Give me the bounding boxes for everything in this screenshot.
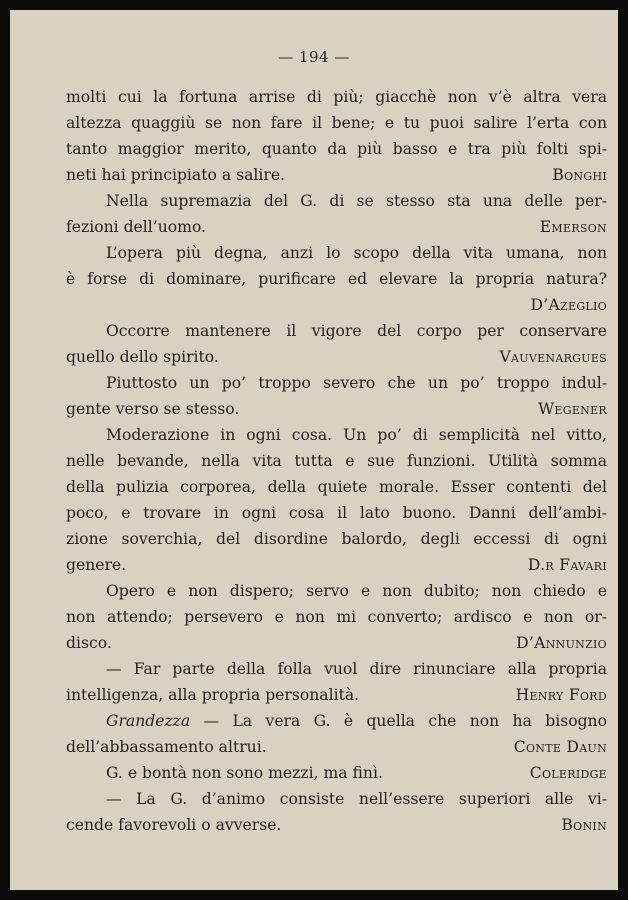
text-line: molti cui la fortuna arrise di più; giacchè non v’è altra vera bbox=[66, 88, 607, 106]
text-line: nelle bevande, nella vita tutta e sue funzioni. Utilità somma bbox=[66, 452, 607, 470]
text-line-content: fezioni dell’uomo. bbox=[66, 218, 207, 236]
text-line-content: quello dello spirito. bbox=[66, 348, 219, 366]
text-line bbox=[66, 396, 607, 422]
text-line-content: disco. bbox=[66, 634, 112, 652]
text-line-content: neti hai principiato a salire. bbox=[66, 166, 285, 184]
text-line bbox=[66, 682, 607, 708]
text-line: altezza quaggiù se non fare il bene; e tu puoi salire l’erta con bbox=[66, 114, 607, 132]
book-page bbox=[10, 10, 618, 890]
author-bonin: Bonin bbox=[561, 816, 607, 834]
text-line bbox=[66, 162, 607, 188]
heading-grandezza: Grandezza bbox=[106, 712, 191, 730]
text-line bbox=[66, 214, 607, 240]
text-line-content: genere. bbox=[66, 556, 127, 574]
text-line: della pulizia corporea, della quiete morale. Esser contenti del bbox=[66, 478, 607, 496]
text-line: è forse di dominare, purificare ed elevare la propria natura? bbox=[66, 270, 607, 288]
text-line bbox=[66, 344, 607, 370]
page-number: — 194 — bbox=[278, 48, 350, 66]
text-line-content: — La vera G. è quella che non ha bisogno bbox=[190, 712, 607, 730]
author-wegener: Wegener bbox=[538, 400, 607, 418]
author-coleridge: Coleridge bbox=[529, 764, 607, 782]
text-line: non attendo; persevero e non mi converto; ardisco e non or- bbox=[66, 608, 607, 626]
text-line: Piuttosto un po’ troppo severo che un po’ troppo indul- bbox=[106, 374, 607, 392]
author-vauvenargues: Vauvenargues bbox=[499, 348, 607, 366]
text-line-content: cende favorevoli o avverse. bbox=[66, 816, 282, 834]
text-line-content: G. e bontà non sono mezzi, ma finì. bbox=[106, 764, 383, 782]
text-line: Occorre mantenere il vigore del corpo per conservare bbox=[106, 322, 607, 340]
text-line bbox=[66, 708, 607, 734]
text-line-content: intelligenza, alla propria personalità. bbox=[66, 686, 360, 704]
text-line bbox=[66, 292, 607, 318]
quotations-text bbox=[66, 84, 607, 838]
text-line: zione soverchia, del disordine balordo, degli eccessi di ogni bbox=[66, 530, 607, 548]
author-dazeglio: D’Azeglio bbox=[530, 296, 607, 314]
text-line: — La G. d’animo consiste nell’essere superiori alle vi- bbox=[106, 790, 607, 808]
text-line-content: gente verso se stesso. bbox=[66, 400, 240, 418]
text-line: tanto maggior merito, quanto da più basso e tra più folti spi- bbox=[66, 140, 607, 158]
text-line-content: dell’abbassamento altrui. bbox=[66, 738, 267, 756]
text-line: Moderazione in ogni cosa. Un po’ di semplicità nel vitto, bbox=[106, 426, 607, 444]
author-favari: D.r Favari bbox=[527, 556, 607, 574]
text-line: Nella supremazia del G. di se stesso sta una delle per- bbox=[106, 192, 607, 210]
text-line: — Far parte della folla vuol dire rinunciare alla propria bbox=[106, 660, 607, 678]
text-line bbox=[66, 734, 607, 760]
text-line bbox=[66, 630, 607, 656]
author-emerson: Emerson bbox=[539, 218, 607, 236]
text-line: poco, e trovare in ogni cosa il lato buono. Danni dell’ambi- bbox=[66, 504, 607, 522]
author-bonghi: Bonghi bbox=[552, 166, 607, 184]
text-line bbox=[66, 812, 607, 838]
author-daun: Conte Daun bbox=[513, 738, 607, 756]
text-line bbox=[66, 760, 607, 786]
author-dannunzio: D’Annunzio bbox=[516, 634, 607, 652]
author-ford: Henry Ford bbox=[515, 686, 607, 704]
text-line: L’opera più degna, anzi lo scopo della vita umana, non bbox=[106, 244, 607, 262]
text-line bbox=[66, 552, 607, 578]
text-line: Opero e non dispero; servo e non dubito; non chiedo e bbox=[106, 582, 607, 600]
